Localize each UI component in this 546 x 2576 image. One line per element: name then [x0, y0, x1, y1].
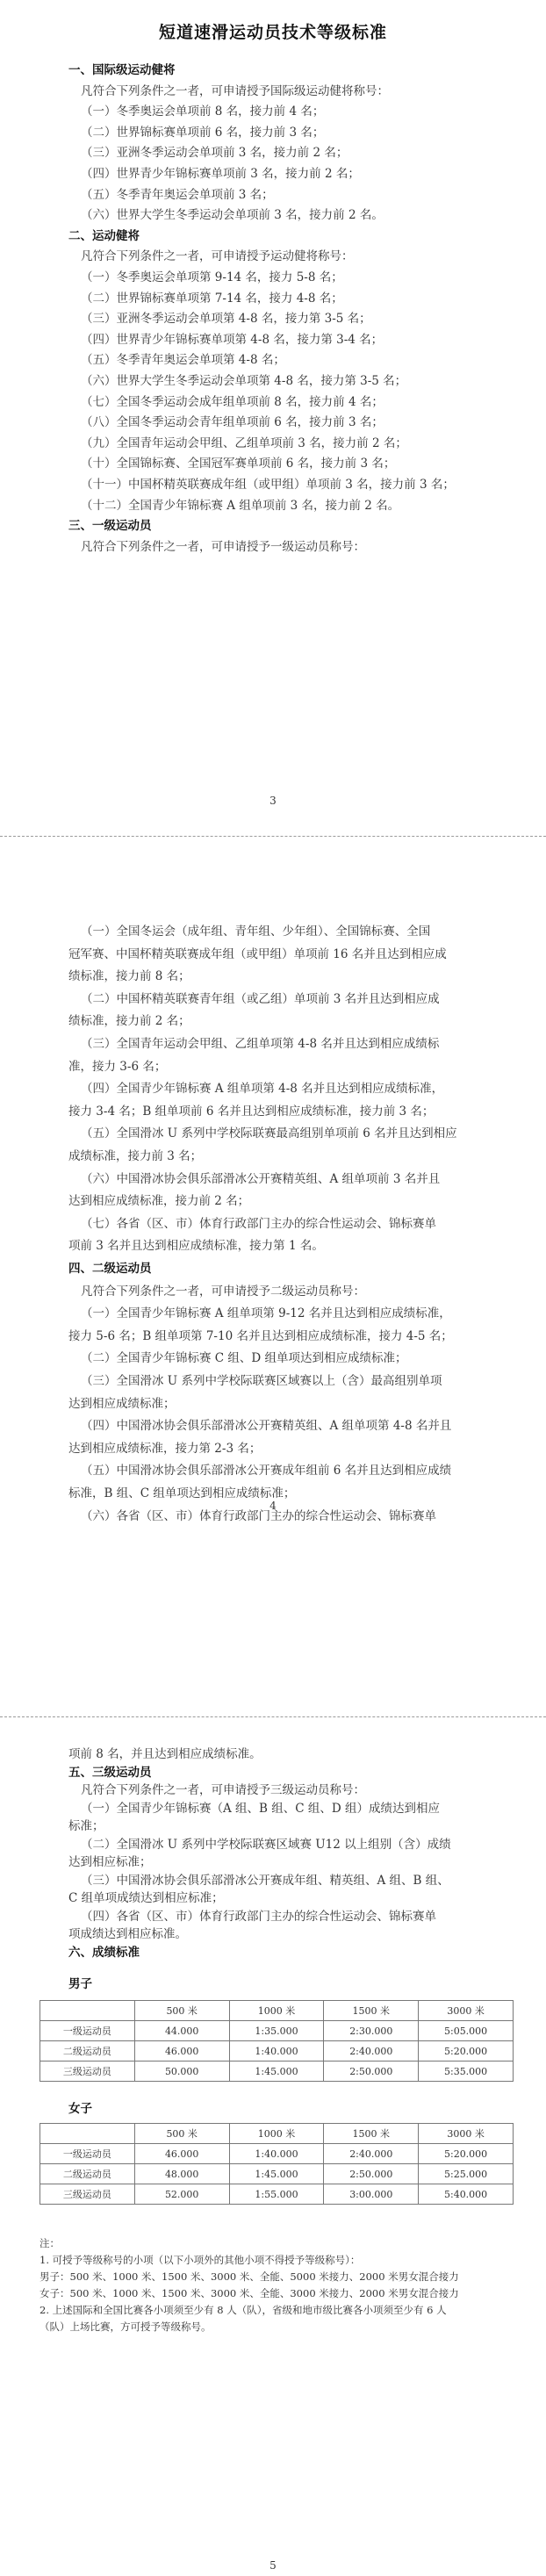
body-line: （五）全国滑冰 U 系列中学校际联赛最高组别单项前 6 名并且达到相应	[81, 1126, 457, 1141]
note-line: 女子：500 米、1000 米、1500 米、3000 米、全能、3000 米接力、2000 米男女混合接力	[40, 2287, 459, 2299]
table-cell: 46.000	[134, 2041, 229, 2062]
body-line: 绩标准，接力前 8 名；	[68, 969, 190, 984]
body-line: C 组单项成绩达到相应标准；	[68, 1891, 224, 1905]
table-cell: 二级运动员	[40, 2164, 135, 2184]
body-line: （五）冬季青年奥运会单项第 4-8 名；	[81, 353, 285, 368]
body-line: 接力 3-4 名；B 组单项前 6 名并且达到相应成绩标准，接力前 3 名；	[68, 1104, 435, 1119]
body-line: （一）全国青少年锦标赛 A 组单项第 9-12 名并且达到相应成绩标准，	[81, 1306, 451, 1321]
table-cell: 50.000	[134, 2062, 229, 2082]
table-header-cell: 1000 米	[229, 2001, 324, 2021]
table-cell: 1:40.000	[229, 2041, 324, 2062]
male-standards-table	[40, 2000, 514, 2082]
body-line: 项前 8 名，并且达到相应成绩标准。	[68, 1747, 262, 1761]
body-line: （二）全国滑冰 U 系列中学校际联赛区域赛 U12 以上组别（含）成绩	[81, 1837, 451, 1852]
body-line: （一）冬季奥运会单项前 8 名，接力前 4 名；	[81, 104, 325, 119]
table-cell: 52.000	[134, 2184, 229, 2205]
body-line: 接力 5-6 名；B 组单项第 7-10 名并且达到相应成绩标准，接力 4-5 名；	[68, 1328, 453, 1343]
table-cell: 5:35.000	[419, 2062, 514, 2082]
body-line: （三）亚洲冬季运动会单项前 3 名，接力前 2 名；	[81, 146, 348, 161]
table-cell: 3:00.000	[324, 2184, 419, 2205]
body-line: 绩标准，接力前 2 名；	[68, 1014, 190, 1029]
body-line: （四）中国滑冰协会俱乐部滑冰公开赛精英组、A 组单项第 4-8 名并且	[81, 1419, 452, 1434]
page-2	[0, 839, 546, 1744]
table-cell: 48.000	[134, 2164, 229, 2184]
page-3	[0, 1721, 546, 2576]
body-line: （二）全国青少年锦标赛 C 组、D 组单项达到相应成绩标准；	[81, 1351, 407, 1366]
body-line: （十二）全国青少年锦标赛 A 组单项前 3 名，接力前 2 名。	[81, 498, 400, 513]
section-heading: 一、国际级运动健将	[68, 63, 176, 77]
table-cell: 5:25.000	[419, 2164, 514, 2184]
table-cell: 2:40.000	[324, 2144, 419, 2164]
table-cell: 一级运动员	[40, 2144, 135, 2164]
male-label: 男子	[68, 1977, 92, 1991]
table-cell: 1:55.000	[229, 2184, 324, 2205]
table-cell: 三级运动员	[40, 2184, 135, 2205]
table-row	[40, 2164, 514, 2184]
female-standards-table	[40, 2123, 514, 2205]
body-line: （二）世界锦标赛单项第 7-14 名，接力 4-8 名；	[81, 291, 343, 306]
table-header-row	[40, 2001, 514, 2021]
body-line: （一）全国冬运会（成年组、青年组、少年组）、全国锦标赛、全国	[81, 925, 431, 939]
body-line: （三）亚洲冬季运动会单项第 4-8 名，接力第 3-5 名；	[81, 312, 371, 327]
body-line: 准，接力 3-6 名；	[68, 1059, 167, 1074]
table-cell: 1:40.000	[229, 2144, 324, 2164]
body-line: （六）世界大学生冬季运动会单项前 3 名，接力前 2 名。	[81, 208, 384, 223]
note-line: （队）上场比赛，方可授予等级称号。	[40, 2321, 212, 2333]
body-line: （三）全国滑冰 U 系列中学校际联赛区域赛以上（含）最高组别单项	[81, 1374, 442, 1388]
body-line: 达到相应成绩标准，接力前 2 名；	[68, 1194, 250, 1209]
table-row	[40, 2062, 514, 2082]
page-separator	[0, 836, 546, 837]
body-line: （六）各省（区、市）体育行政部门主办的综合性运动会、锦标赛单	[81, 1508, 436, 1523]
table-header-cell: 1500 米	[324, 2124, 419, 2144]
table-cell: 5:20.000	[419, 2041, 514, 2062]
note-line: 2. 上述国际和全国比赛各小项须至少有 8 人（队），省级和地市级比赛各小项须至少有 6 人	[40, 2304, 447, 2316]
table-cell: 2:50.000	[324, 2164, 419, 2184]
body-line: （四）世界青少年锦标赛单项第 4-8 名，接力第 3-4 名；	[81, 332, 384, 347]
table-cell: 44.000	[134, 2021, 229, 2041]
section-heading: 三、一级运动员	[68, 519, 152, 534]
table-header-cell	[40, 2124, 135, 2144]
body-line: 凡符合下列条件之一者，可申请授予国际级运动健将称号：	[81, 83, 389, 98]
note-line: 1. 可授予等级称号的小项（以下小项外的其他小项不得授予等级称号）：	[40, 2254, 361, 2266]
body-line: （六）中国滑冰协会俱乐部滑冰公开赛精英组、A 组单项前 3 名并且	[81, 1171, 441, 1186]
body-line: 标准，B 组、C 组单项达到相应成绩标准；	[68, 1486, 296, 1500]
body-line: 项前 3 名并且达到相应成绩标准，接力第 1 名。	[68, 1239, 324, 1254]
table-row	[40, 2184, 514, 2205]
page-number: 4	[269, 1500, 277, 1512]
body-line: （八）全国冬季运动会青年组单项前 6 名，接力前 3 名；	[81, 415, 384, 430]
body-line: （十一）中国杯精英联赛成年组（或甲组）单项前 3 名，接力前 3 名；	[81, 478, 455, 492]
table-cell: 一级运动员	[40, 2021, 135, 2041]
note-line: 男子：500 米、1000 米、1500 米、3000 米、全能、5000 米接力、2000 米男女混合接力	[40, 2270, 459, 2283]
body-line: （七）全国冬季运动会成年组单项前 8 名，接力前 4 名；	[81, 394, 384, 409]
table-cell: 2:50.000	[324, 2062, 419, 2082]
body-line: （六）世界大学生冬季运动会单项第 4-8 名，接力第 3-5 名；	[81, 374, 407, 388]
body-line: 冠军赛、中国杯精英联赛成年组（或甲组）单项前 16 名并且达到相应成	[68, 946, 447, 961]
table-row	[40, 2021, 514, 2041]
body-line: （五）冬季青年奥运会单项前 3 名；	[81, 187, 274, 202]
body-line: 成绩标准，接力前 3 名；	[68, 1149, 203, 1163]
table-cell: 三级运动员	[40, 2062, 135, 2082]
table-cell: 1:35.000	[229, 2021, 324, 2041]
body-line: （三）全国青年运动会甲组、乙组单项第 4-8 名并且达到相应成绩标	[81, 1037, 440, 1051]
body-line: 凡符合下列条件之一者，可申请授予二级运动员称号：	[81, 1284, 365, 1299]
page-number: 5	[269, 2559, 277, 2572]
table-header-row	[40, 2124, 514, 2144]
table-header-cell: 3000 米	[419, 2001, 514, 2021]
page-number: 3	[269, 795, 277, 807]
document-title: 短道速滑运动员技术等级标准	[158, 23, 387, 42]
body-line: （四）世界青少年锦标赛单项前 3 名，接力前 2 名；	[81, 167, 360, 181]
table-cell: 5:05.000	[419, 2021, 514, 2041]
body-line: （三）中国滑冰协会俱乐部滑冰公开赛成年组、精英组、A 组、B 组、	[81, 1873, 449, 1888]
table-row	[40, 2144, 514, 2164]
table-cell: 二级运动员	[40, 2041, 135, 2062]
body-line: 凡符合下列条件之一者，可申请授予运动健将称号：	[81, 249, 354, 264]
page-1	[0, 0, 546, 834]
body-line: （一）冬季奥运会单项第 9-14 名，接力 5-8 名；	[81, 270, 343, 284]
body-line: （四）各省（区、市）体育行政部门主办的综合性运动会、锦标赛单	[81, 1909, 436, 1924]
table-header-cell: 1500 米	[324, 2001, 419, 2021]
page-separator	[0, 1716, 546, 1717]
table-header-cell	[40, 2001, 135, 2021]
table-cell: 5:40.000	[419, 2184, 514, 2205]
table-header-cell: 1000 米	[229, 2124, 324, 2144]
body-line: 达到相应成绩标准；	[68, 1396, 176, 1411]
body-line: （二）中国杯精英联赛青年组（或乙组）单项前 3 名并且达到相应成	[81, 991, 440, 1006]
table-cell: 1:45.000	[229, 2164, 324, 2184]
section-heading: 六、成绩标准	[68, 1945, 140, 1960]
table-cell: 1:45.000	[229, 2062, 324, 2082]
body-line: （二）世界锦标赛单项前 6 名，接力前 3 名；	[81, 125, 325, 140]
body-line: （九）全国青年运动会甲组、乙组单项前 3 名，接力前 2 名；	[81, 435, 407, 450]
table-header-cell: 500 米	[134, 2124, 229, 2144]
table-row	[40, 2041, 514, 2062]
table-header-cell: 500 米	[134, 2001, 229, 2021]
table-cell: 2:30.000	[324, 2021, 419, 2041]
body-line: 标准；	[68, 1819, 104, 1833]
section-heading: 四、二级运动员	[68, 1262, 152, 1276]
body-line: （五）中国滑冰协会俱乐部滑冰公开赛成年组前 6 名并且达到相应成绩	[81, 1464, 452, 1479]
body-line: （一）全国青少年锦标赛（A 组、B 组、C 组、D 组）成绩达到相应	[81, 1801, 440, 1816]
body-line: 项成绩达到相应标准。	[68, 1927, 187, 1941]
body-line: 达到相应标准；	[68, 1855, 152, 1869]
body-line: 达到相应成绩标准，接力第 2-3 名；	[68, 1441, 262, 1456]
body-line: （四）全国青少年锦标赛 A 组单项第 4-8 名并且达到相应成绩标准，	[81, 1082, 444, 1097]
section-heading: 五、三级运动员	[68, 1765, 152, 1780]
note-line: 注：	[40, 2237, 60, 2249]
table-cell: 5:20.000	[419, 2144, 514, 2164]
table-header-cell: 3000 米	[419, 2124, 514, 2144]
body-line: （七）各省（区、市）体育行政部门主办的综合性运动会、锦标赛单	[81, 1216, 436, 1231]
body-line: （十）全国锦标赛、全国冠军赛单项前 6 名，接力前 3 名；	[81, 457, 396, 471]
section-heading: 二、运动健将	[68, 228, 140, 243]
body-line: 凡符合下列条件之一者，可申请授予一级运动员称号：	[81, 539, 365, 554]
table-cell: 2:40.000	[324, 2041, 419, 2062]
table-cell: 46.000	[134, 2144, 229, 2164]
body-line: 凡符合下列条件之一者，可申请授予三级运动员称号：	[81, 1783, 365, 1797]
female-label: 女子	[68, 2102, 92, 2116]
